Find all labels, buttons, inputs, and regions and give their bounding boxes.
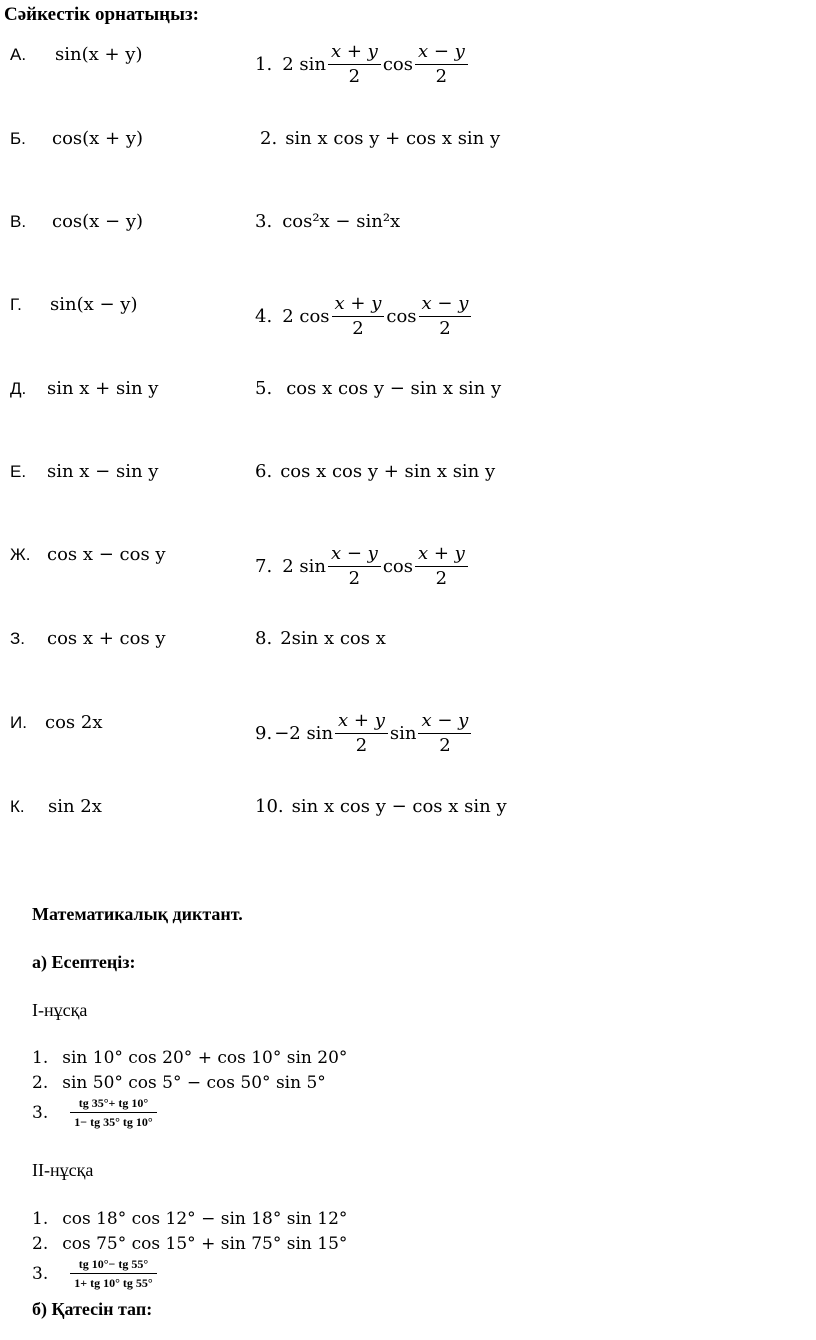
task-b-heading: б) Қатесін тап: <box>32 1299 153 1319</box>
left-expr-a: sin(x + y) <box>55 44 143 65</box>
item-expr: cos 75° cos 15° + sin 75° sin 15° <box>62 1234 348 1254</box>
right-item-2 <box>260 128 500 149</box>
fraction-denominator: 2 <box>439 318 451 339</box>
fraction-numerator: tg 10°− tg 55° <box>70 1255 156 1274</box>
right-mid-1: cos <box>382 54 413 75</box>
right-item-6 <box>255 461 495 482</box>
fraction-denominator: 2 <box>348 66 361 87</box>
right-mid-7: cos <box>382 556 413 577</box>
left-label-b: Б. <box>10 129 26 148</box>
variant-1-title: І-нұсқа <box>32 1000 88 1020</box>
left-label-i: И. <box>10 713 27 732</box>
left-expr-v: cos(x − y) <box>52 211 144 232</box>
fraction <box>328 542 381 591</box>
right-label-7: 7. <box>255 556 273 577</box>
left-label-k: К. <box>10 797 25 816</box>
right-expr-3: cos²x − sin²x <box>282 211 401 232</box>
left-expr-b: cos(x + y) <box>52 128 144 149</box>
fraction-numerator: x − y <box>415 40 468 65</box>
left-label-g: Г. <box>10 295 22 314</box>
left-expr-d: sin x + sin y <box>47 378 159 399</box>
fraction <box>70 1255 156 1292</box>
fraction-numerator: x + y <box>335 709 388 734</box>
fraction-numerator: x − y <box>419 292 472 317</box>
page-title: Сәйкестік орнатыңыз: <box>4 4 199 25</box>
left-label-zh: Ж. <box>10 545 31 564</box>
right-label-4: 4. <box>255 306 273 327</box>
fraction-numerator: x − y <box>328 542 381 567</box>
left-label-z: З. <box>10 629 25 648</box>
right-mid-4: cos <box>386 306 417 327</box>
left-label-e: Е. <box>10 462 27 481</box>
item-expr: cos 18° cos 12° − sin 18° sin 12° <box>62 1209 348 1229</box>
fraction <box>70 1094 156 1131</box>
right-label-6: 6. <box>255 461 273 482</box>
right-expr-8: 2sin x cos x <box>280 628 386 649</box>
item-label: 1. <box>32 1209 49 1229</box>
dictation-heading: Математикалық диктант. <box>32 904 243 924</box>
right-item-10 <box>255 796 507 817</box>
item-label: 1. <box>32 1048 49 1068</box>
right-label-1: 1. <box>255 54 273 75</box>
right-item-5 <box>255 378 501 399</box>
right-mid-9: sin <box>389 723 417 744</box>
fraction-numerator: tg 35°+ tg 10° <box>70 1094 156 1113</box>
item-expr: sin 50° cos 5° − cos 50° sin 5° <box>62 1073 326 1093</box>
right-prefix-9: −2 sin <box>274 723 334 744</box>
right-item-1 <box>255 40 470 89</box>
right-expr-6: cos x cos y + sin x sin y <box>280 461 496 482</box>
fraction-denominator: 2 <box>355 735 368 756</box>
fraction-denominator: 2 <box>348 568 361 589</box>
variant-1-item-1 <box>32 1048 347 1068</box>
fraction <box>415 40 468 89</box>
right-item-9 <box>255 709 473 758</box>
left-label-d: Д. <box>10 379 27 398</box>
left-expr-z: cos x + cos y <box>47 628 166 649</box>
fraction <box>418 709 471 758</box>
left-expr-i: cos 2x <box>45 712 103 733</box>
right-prefix-7: 2 sin <box>282 556 326 577</box>
variant-2-item-1 <box>32 1209 347 1229</box>
fraction-denominator: 1+ tg 10° tg 55° <box>74 1276 153 1290</box>
item-label: 2. <box>32 1073 49 1093</box>
variant-1-item-3 <box>32 1094 157 1131</box>
fraction-denominator: 2 <box>435 66 448 87</box>
fraction-numerator: x + y <box>332 292 385 317</box>
fraction <box>415 542 468 591</box>
left-expr-k: sin 2x <box>48 796 102 817</box>
item-label: 2. <box>32 1234 49 1254</box>
variant-1-item-2 <box>32 1073 326 1093</box>
item-label: 3. <box>32 1263 49 1284</box>
variant-2-item-3 <box>32 1255 157 1292</box>
item-expr: sin 10° cos 20° + cos 10° sin 20° <box>62 1048 348 1068</box>
fraction <box>328 40 381 89</box>
left-expr-e: sin x − sin y <box>47 461 159 482</box>
right-label-10: 10. <box>255 796 284 817</box>
fraction <box>332 292 385 341</box>
right-expr-10: sin x cos y − cos x sin y <box>291 796 507 817</box>
right-label-2: 2. <box>260 128 278 149</box>
right-item-4 <box>255 292 473 341</box>
fraction <box>335 709 388 758</box>
fraction-denominator: 2 <box>439 735 451 756</box>
right-prefix-4: 2 cos <box>282 306 330 327</box>
fraction-denominator: 2 <box>435 568 448 589</box>
left-expr-zh: cos x − cos y <box>47 544 166 565</box>
right-item-3 <box>255 211 400 232</box>
task-a-heading: а) Есептеңіз: <box>32 952 136 972</box>
fraction-numerator: x − y <box>418 709 471 734</box>
variant-2-item-2 <box>32 1234 347 1254</box>
fraction-numerator: x + y <box>415 542 468 567</box>
right-expr-2: sin x cos y + cos x sin y <box>285 128 501 149</box>
right-prefix-1: 2 sin <box>282 54 326 75</box>
fraction <box>419 292 472 341</box>
fraction-numerator: x + y <box>328 40 381 65</box>
left-label-a: А. <box>10 45 27 64</box>
right-label-5: 5. <box>255 378 273 399</box>
right-item-8 <box>255 628 386 649</box>
right-label-3: 3. <box>255 211 273 232</box>
right-label-9: 9. <box>255 723 273 744</box>
right-item-7 <box>255 542 470 591</box>
variant-2-title: ІІ-нұсқа <box>32 1160 94 1180</box>
fraction-denominator: 1− tg 35° tg 10° <box>74 1115 153 1129</box>
left-label-v: В. <box>10 212 27 231</box>
item-label: 3. <box>32 1102 49 1123</box>
right-expr-5: cos x cos y − sin x sin y <box>286 378 502 399</box>
left-expr-g: sin(x − y) <box>50 294 138 315</box>
fraction-denominator: 2 <box>352 318 364 339</box>
right-label-8: 8. <box>255 628 273 649</box>
